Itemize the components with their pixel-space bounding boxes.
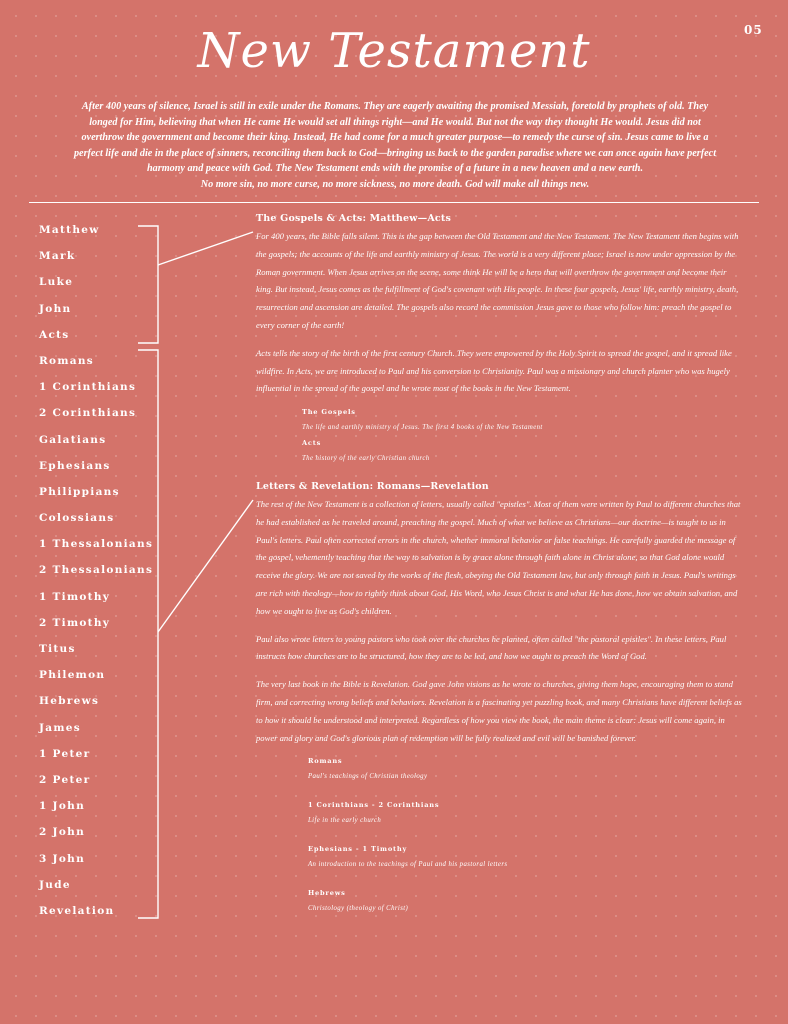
note-title-gospels: The Gospels — [302, 408, 356, 417]
revelation-paragraph: The very last book in the Bible is Revelation. God gave John visions as he wrote to churches, giving them hope, encouraging them to stand firm, and correcting wrong beliefs and behaviors. Revelation is a fascinating yet puzzling book, and many Christians have different beliefs as to how it should be understood and interpreted. Regardless of how you view the book, the main theme is clear: Jesus will come again, in power and glory and God's glorious plan of redemption will be fully realized and evil will be banished forever. — [256, 679, 742, 743]
book-item-ephesians: Ephesians — [39, 459, 111, 472]
note-desc-gospels: The life and earthly ministry of Jesus. The first 4 books of the New Testament — [302, 424, 543, 432]
gospels-paragraph: For 400 years, the Bible falls silent. This is the gap between the Old Testament and the New Testament. The New Testament then begins with the gospels; the accounts of the life and earthly ministry of Jesus. The world is a very different place; Israel is now under oppression by the Roman government. When Jesus arrives on the scene, some think He will be a hero that will overthrow the government and become their king. But instead, Jesus comes as the fulfillment of God's covenant with His people. In these four gospels, Jesus' life, earthly ministry, death, resurrection and ascension are detailed. The gospels also record the commission Jesus gave to those who follow him: preach the gospel to every corner of the earth! — [256, 231, 739, 330]
note-desc-romans: Paul's teachings of Christian theology — [308, 773, 428, 781]
book-item-1-corinthians: 1 Corinthians — [39, 381, 137, 394]
gospels-heading: The Gospels & Acts: Matthew—Acts — [256, 213, 452, 224]
letters-heading: Letters & Revelation: Romans—Revelation — [256, 481, 489, 492]
acts-paragraph: Acts tells the story of the birth of the first century Church. They were empowered by the Holy Spirit to spread the gospel, and it spread like wildfire. In Acts, we are introduced to Paul and his conversion to Christianity. Paul was a missionary and church planter who was hugely influential in the spread of the gospel and he wrote most of the books in the New Testament. — [256, 347, 732, 394]
book-item-1-thessalonians: 1 Thessalonians — [39, 538, 154, 551]
book-item-philemon: Philemon — [39, 669, 106, 682]
gospels-notes — [302, 408, 744, 462]
page-number: 05 — [744, 23, 763, 37]
page-title: New Testament — [197, 23, 591, 79]
book-item-1-peter: 1 Peter — [39, 747, 91, 760]
note-desc-corinthians: Life in the early church — [308, 817, 382, 825]
book-item-acts: Acts — [39, 328, 70, 341]
book-item-1-timothy: 1 Timothy — [39, 590, 111, 603]
book-item-luke: Luke — [39, 276, 74, 289]
note-title-romans: Romans — [308, 757, 343, 766]
letters-notes — [308, 757, 744, 912]
gospels-section — [256, 213, 744, 462]
book-item-1-john: 1 John — [39, 800, 86, 813]
note-title-acts: Acts — [302, 439, 322, 448]
note-title-corinthians: 1 Corinthians - 2 Corinthians — [308, 801, 440, 810]
book-item-matthew: Matthew — [39, 224, 100, 236]
book-item-hebrews: Hebrews — [39, 695, 100, 708]
letters-paragraph: The rest of the New Testament is a collection of letters, usually called "epistles". Most of them were written by Paul to different churches that he had established as he traveled around, preaching the gospel. Much of what we believe as Christians—our doctrine—is taught to us in Paul's letters. Paul often corrected errors in the church, whether immoral behavior or false teachings. He carefully guarded the message of the gospel, vehemently teaching that the way to salvation is by grace alone through faith alone in Christ alone, so that God alone would receive the glory. We are not saved by the works of the flesh, obeying the Old Testament law, but only through faith in Jesus. Paul's writings are rich with theology—how to rightly think about God, His Word, who Jesus Christ is and what He has done, how we obtain salvation, and how we ought to live as God's children. — [256, 499, 741, 616]
book-item-2-timothy: 2 Timothy — [39, 616, 111, 629]
note-title-hebrews: Hebrews — [308, 889, 346, 898]
book-item-2-peter: 2 Peter — [39, 773, 91, 786]
intro-paragraph: After 400 years of silence, Israel is still in exile under the Romans. They are eagerly awaiting the promised Messiah, foretold by prophets of old. They longed for Him, believing that when He came He would set all things right—and He would. But not the way they thought He would. Jesus did not overthrow the government and become their king. Instead, He had come for a much greater purpose—to remedy the curse of sin. Jesus came to live a perfect life and die in the place of sinners, reconciling them back to God—bringing us back to the garden paradise where we can once again have perfect harmony and peace with God. The New Testament ends with the promise of a future in a new heaven and a new earth. — [73, 101, 717, 174]
note-desc-ephesians: An introduction to the teachings of Paul and his pastoral letters — [308, 861, 508, 869]
letters-bracket — [138, 350, 158, 918]
book-item-jude: Jude — [39, 878, 71, 891]
book-item-2-corinthians: 2 Corinthians — [39, 407, 137, 420]
note-desc-acts: The history of the early Christian church — [302, 455, 430, 463]
book-item-mark: Mark — [39, 250, 76, 263]
note-desc-hebrews: Christology (theology of Christ) — [308, 905, 409, 913]
intro-closing-line: No more sin, no more curse, no more sickness, no more death. God will make all things new. — [200, 178, 590, 190]
book-item-3-john: 3 John — [39, 852, 86, 865]
gospels-bracket — [138, 226, 158, 343]
letters-section — [256, 481, 744, 912]
pastoral-paragraph: Paul also wrote letters to young pastors who took over the churches he planted, often called "the pastoral epistles". In these letters, Paul instructs how churches are to be structured, how they are to be led, and how we ought to preach the Word of God. — [256, 633, 727, 662]
book-item-james: James — [39, 721, 81, 734]
gospels-connector-line — [158, 232, 253, 265]
book-item-2-thessalonians: 2 Thessalonians — [39, 564, 154, 577]
book-item-colossians: Colossians — [39, 512, 115, 525]
book-item-romans: Romans — [39, 354, 94, 367]
book-item-john: John — [39, 302, 72, 315]
book-item-revelation: Revelation — [39, 904, 115, 917]
book-item-2-john: 2 John — [39, 826, 86, 839]
book-item-titus: Titus — [39, 643, 76, 655]
book-item-galatians: Galatians — [39, 433, 107, 446]
book-item-philippians: Philippians — [39, 485, 120, 498]
note-title-ephesians: Ephesians - 1 Timothy — [308, 845, 408, 854]
letters-connector-line — [158, 500, 253, 632]
